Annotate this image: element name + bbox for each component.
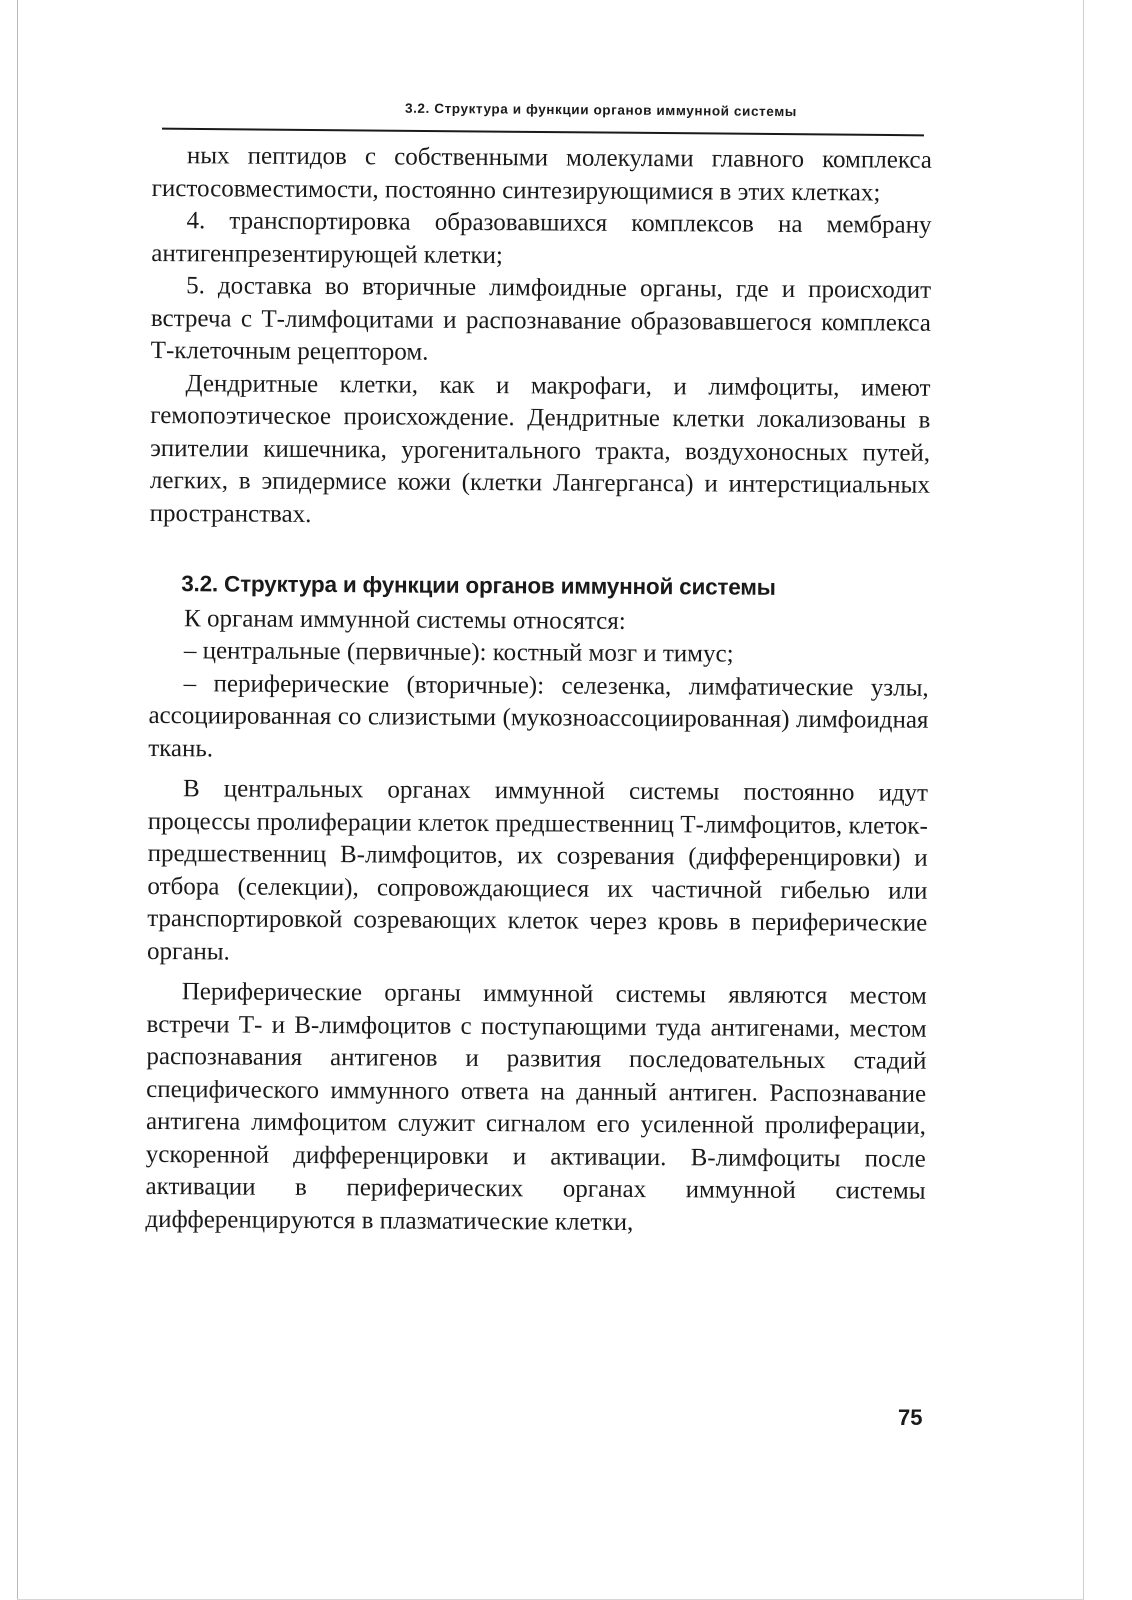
page-number: 75 [898,1405,923,1430]
paragraph-peripheral-organs: Периферические органы иммунной системы являются местом встречи Т- и В-лимфоцитов с поступающими туда антигенами, местом распознавания антигенов и развития последовательных стадий специфического иммунного ответа на данный антиген. Распознавание антигена лимфоцитом служит сигналом его усиленной пролиферации, ускоренной дифференцировки и активации. В-лимфоциты после активации в периферических органах иммунной системы дифференцируются в плазматические клетки, [145,978,927,1236]
page-edge-left [17,0,18,1600]
running-head: 3.2. Структура и функции органов иммунной системы [404,100,798,120]
paragraph-organs-intro: К органам иммунной системы относятся: [183,604,626,635]
list-item-central: – центральные (первичные): костный мозг и тимус; [183,637,734,668]
paragraph-continuation: ных пептидов с собственными молекулами главного комплекса гистосовместимости, постоянно синтезирующимися в этих клетках; [151,142,932,206]
section-heading: 3.2. Структура и функции органов иммунной системы [181,571,776,600]
list-item-peripheral: – периферические (вторичные): селезенка, лимфатические узлы, ассоциированная со слизистыми (мукозноассоциированная) лимфоидная ткань. [148,669,929,762]
paragraph-dendritic-cells: Дендритные клетки, как и макрофаги, и лимфоциты, имеют гемопоэтическое происхождение. Дендритные клетки локализованы в эпителии кишечника, урогенитального тракта, воздухоносных путей, легких, в эпидермисе кожи (клетки Лангерганса) и интерстициальных пространствах. [149,369,931,528]
page-body [145,140,932,1241]
list-item-5: 5. доставка во вторичные лимфоидные органы, где и происходит встреча с Т-лимфоцитами и распознавание образовавшегося комплекса Т-клеточным рецептором. [150,272,932,366]
header-rule [162,128,924,137]
paragraph-central-organs: В центральных органах иммунной системы постоянно идут процессы пролиферации клеток предшественниц Т-лимфоцитов, клеток-предшественниц В-лимфоцитов, их созревания (дифференцировки) и отбора (селекции), сопровождающиеся их частичной гибелью или транспортировкой созревающих клеток через кровь в периферические органы. [146,775,929,965]
page-edge-right [1083,0,1084,1600]
list-item-4: 4. транспортировка образовавшихся комплексов на мембрану антигенпрезентирующей клетки; [151,207,932,269]
